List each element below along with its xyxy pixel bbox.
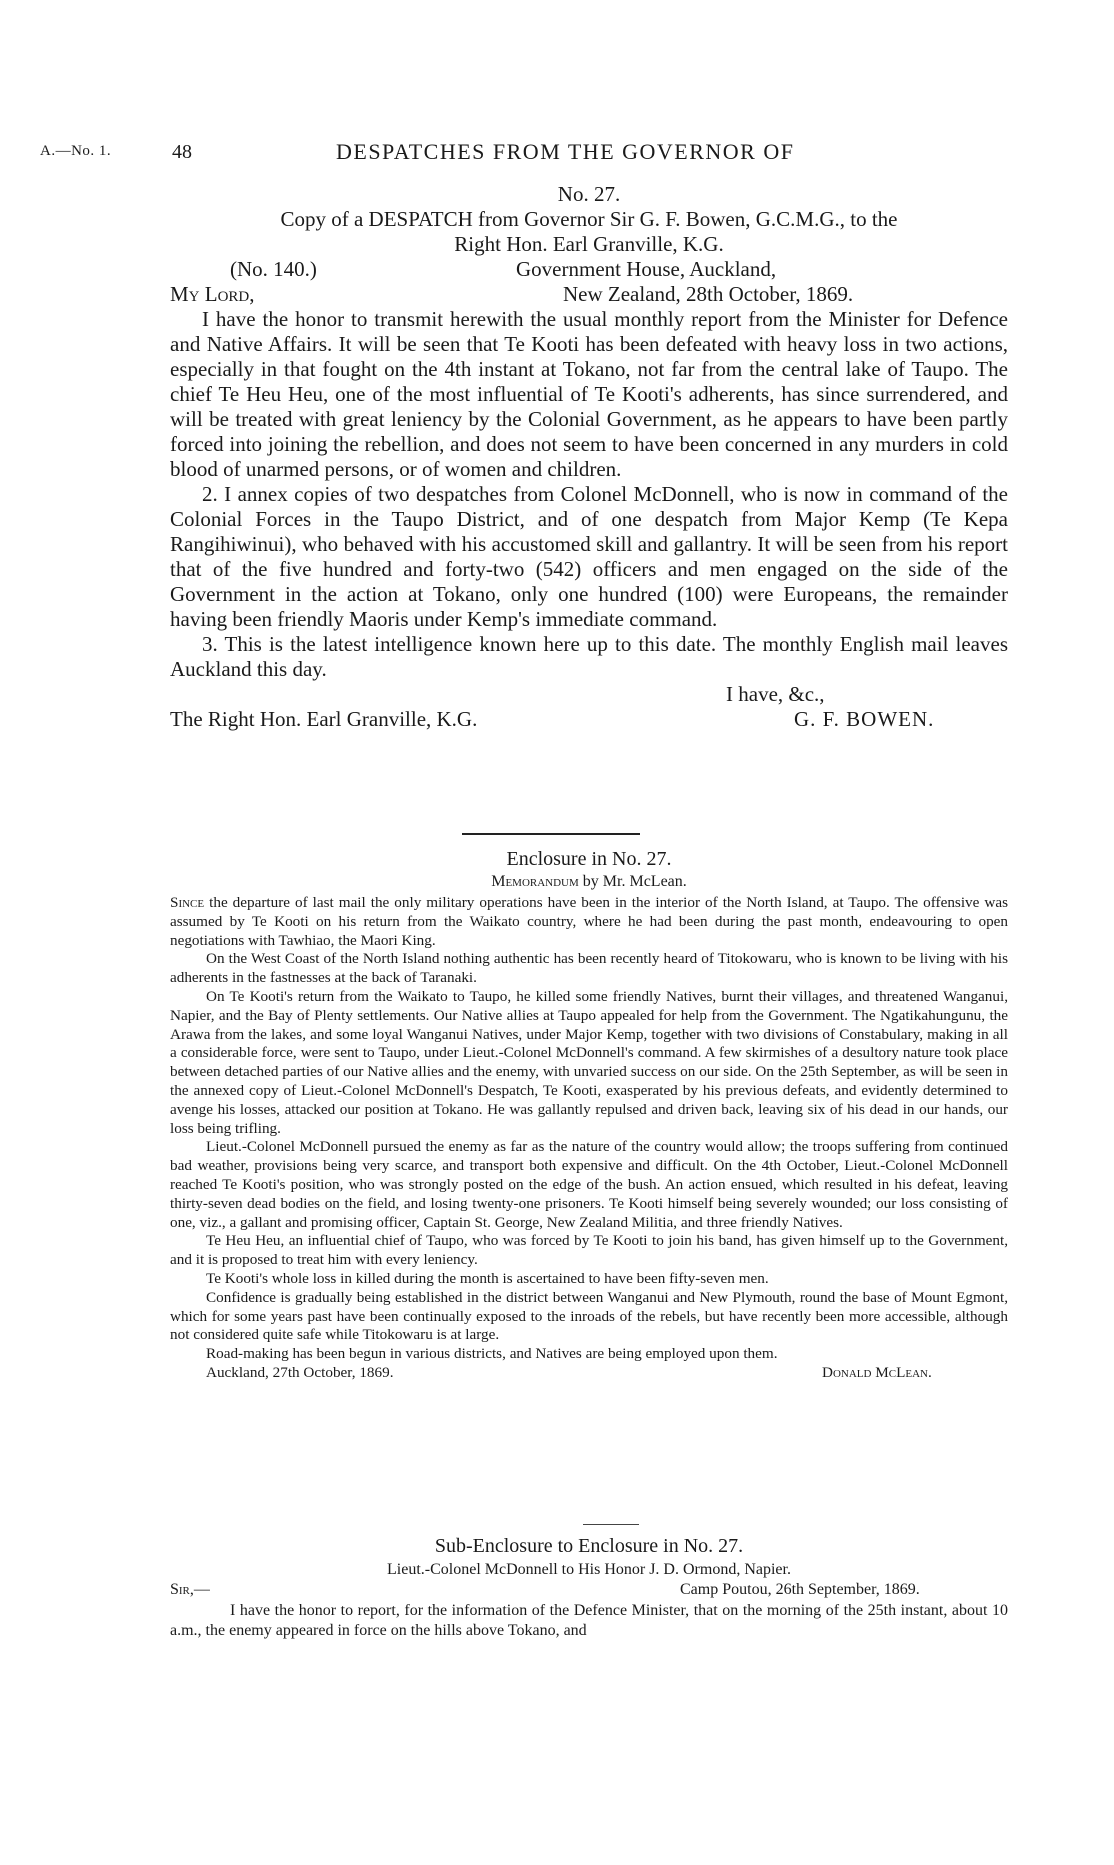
memo-paragraph-4: Lieut.-Colonel McDonnell pursued the enemy as far as the nature of the country would allow; the troops suffering from continued bad weather, provisions being very scarce, and transport both expensive and difficult. On the 4th October, Lieut.-Colonel McDonnell reached Te Kooti's position, who was strongly posted on the edge of the bush. An action ensued, which resulted in his defeat, leaving thirty-seven dead bodies on the field, and losing twenty-one prisoners. Te Kooti himself being severely wounded; our loss consisting of one, viz., a gallant and promising officer, Captain St. George, New Zealand Militia, and three friendly Natives. [170,1138,1008,1231]
memo-paragraph-1 [170,894,1008,950]
despatch-heading-line1: Copy of a DESPATCH from Governor Sir G. F. Bowen, G.C.M.G., to the [280,207,898,231]
memo-date: Auckland, 27th October, 1869. [206,1363,394,1381]
memo-paragraph-3: On Te Kooti's return from the Waikato to Taupo, he killed some friendly Natives, burnt their villages, and threatened Wanganui, Napier, and the Bay of Plenty settlements. Our Native allies at Taupo appealed for help from the Government. The Ngatikahungunu, the Arawa from the lakes, and some loyal Wanganui Natives, under Major Kemp, together with two divisions of Constabulary, making in all a considerable force, were sent to Taupo, under Lieut.-Colonel McDonnell's command. A few skirmishes of a desultory nature took place between detached parties of our Native allies and the enemy, with unvaried success on our side. On the 25th September, as will be seen in the annexed copy of Lieut.-Colonel McDonnell's Despatch, Te Kooti, exasperated by his previous defeats, and evidently determined to avenge his losses, attacked our position at Tokano. He was gallantly repulsed and driven back, leaving six of his dead in our hands, our loss being trifling. [170,987,1008,1137]
addressee: The Right Hon. Earl Granville, K.G. [170,707,478,731]
subsection-divider [583,1524,639,1525]
letter-salutation: Sir,— [170,1581,210,1598]
despatch-paragraph-2: 2. I annex copies of two despatches from Colonel McDonnell, who is now in command of the Colonial Forces in the Taupo District, and of one despatch from Major Kemp (Te Kepa Rangihiwinui), who behaved with his accustomed skill and gallantry. It will be seen from his report that of the five hundred and forty-two (542) officers and men engaged on the side of the Government in the action at Tokano, only one hundred (100) were Europeans, the remainder having been friendly Maoris under Kemp's immediate command. [170,482,1008,631]
closing-row [170,682,1008,707]
sub-enclosure-subtitle: Lieut.-Colonel McDonnell to His Honor J. D. Ormond, Napier. [387,1561,791,1578]
despatch-heading-line2: Right Hon. Earl Granville, K.G. [454,232,724,256]
enclosure-title: Enclosure in No. 27. [506,848,672,870]
memorandum-label: Memorandum [491,873,579,890]
signature-row [170,707,1008,732]
despatch-section [170,182,1008,732]
parliamentary-paper-reference: A.—No. 1. [40,143,112,159]
memo-paragraph-8: Road-making has been begun in various districts, and Natives are being employed upon them. [206,1345,778,1363]
memo-signer: Donald McLean. [822,1363,932,1381]
address-line2: New Zealand, 28th October, 1869. [563,282,854,306]
running-title: DESPATCHES FROM THE GOVERNOR OF [336,139,795,164]
letter-header-row [170,1581,1008,1601]
memo-sign-row [170,1364,1008,1383]
salutation: My Lord, [170,282,255,306]
despatch-paragraph-1: I have the honor to transmit herewith the usual monthly report from the Minister for Defence and Native Affairs. It will be seen that Te Kooti has been defeated with heavy loss in two actions, especially in that fought on the 4th instant at Tokano, not far from the central lake of Taupo. The chief Te Heu Heu, one of the most influential of Te Kooti's adherents, has since surrendered, and will be treated with great leniency by the Colonial Government, as he appears to have been partly forced into joining the rebellion, and does not seem to have been concerned in any murders in cold blood of unarmed persons, or of women and children. [170,307,1008,481]
sub-enclosure-title: Sub-Enclosure to Enclosure in No. 27. [434,1535,744,1557]
memorandum-author: by Mr. McLean. [582,873,687,890]
memo-paragraph-2: On the West Coast of the North Island nothing authentic has been recently heard of Titokowaru, who is known to be living with his adherents in the fastnesses at the back of Taranaki. [170,950,1008,987]
memo-paragraph-6: Te Kooti's whole loss in killed during the month is ascertained to have been fifty-seven men. [206,1269,769,1287]
enclosure-section [170,847,1008,1383]
closing-phrase: I have, &c., [726,682,825,706]
salutation-row [170,282,1008,307]
memo-paragraph-5: Te Heu Heu, an influential chief of Taupo, who was forced by Te Kooti to join his band, has given himself up to the Government, and it is proposed to treat him with every leniency. [170,1232,1008,1269]
page-number: 48 [172,141,192,163]
document-number-row [170,257,1008,282]
memo-paragraph-1-text: the departure of last mail the only military operations have been in the interior of the North Island, at Taupo. The offensive was assumed by Te Kooti on his return from the Waikato country, where he had been during the past month, endeavouring to open negotiations with Tawhiao, the Maori King. [170,894,1008,949]
document-number: (No. 140.) [230,257,317,281]
letter-place-date: Camp Poutou, 26th September, 1869. [680,1581,920,1598]
enclosure-subtitle [170,871,1008,893]
letter-paragraph-1: I have the honor to report, for the information of the Defence Minister, that on the morning of the 25th instant, about 10 a.m., the enemy appeared in force on the hills above Tokano, and [170,1602,1008,1639]
section-divider [462,833,640,835]
governor-signature: G. F. BOWEN. [794,707,935,731]
memo-first-word: Since [170,894,205,911]
despatch-number: No. 27. [557,182,621,206]
despatch-paragraph-3: 3. This is the latest intelligence known here up to this date. The monthly English mail leaves Auckland this day. [170,632,1008,681]
sub-enclosure-section [170,1534,1008,1641]
address-line1: Government House, Auckland, [516,257,777,281]
memo-paragraph-7: Confidence is gradually being established in the district between Wanganui and New Plymouth, round the base of Mount Egmont, which for some years past have been continually exposed to the inroads of the rebels, but have recently been more accessible, although not considered quite safe while Titokowaru is at large. [170,1288,1008,1344]
